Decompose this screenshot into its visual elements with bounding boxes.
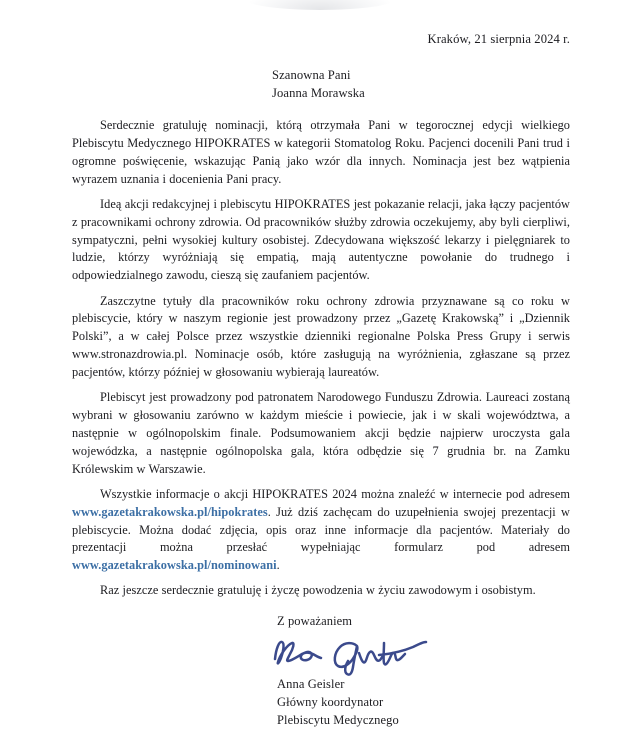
signer-title-line-2: Plebiscytu Medycznego <box>277 712 399 727</box>
signer-block <box>277 676 570 729</box>
signer-title-line-1: Główny koordynator <box>277 694 384 709</box>
handwritten-signature-icon <box>271 633 431 675</box>
signer-name: Anna Geisler <box>277 677 345 692</box>
inline-link-1[interactable]: www.gazetakrakowska.pl/hipokrates <box>72 504 268 519</box>
valediction: Z poważaniem <box>277 614 353 629</box>
addressee-block <box>72 67 570 103</box>
paragraph-1: Serdecznie gratuluję nominacji, którą otrzymała Pani w tegorocznej edycji wielkiego Plebiscytu Medycznego HIPOKRATES w kategorii Stomatolog Roku. Pacjenci docenili Pani trud i ogromne poświęcenie, wskazując Panią jako wzór dla innych. Nominacja jest bez wątpienia wyrazem uznania i docenienia Pani pracy. <box>72 118 570 186</box>
paragraph-4: Plebiscyt jest prowadzony pod patronatem Narodowego Funduszu Zdrowia. Laureaci zostaną wybrani w głosowaniu zarówno w każdym mieście i powiecie, jak i w skali województwa, a następnie w ogólnopolskim finale. Podsumowaniem akcji będzie najpierw uroczysta gala wojewódzka, a następnie ogólnopolska gala, która odbędzie się 7 grudnia br. na Zamku Królewskim w Warszawie. <box>72 390 570 476</box>
inline-link-3[interactable]: www.gazetakrakowska.pl/nominowani <box>72 558 277 573</box>
addressee-salutation: Szanowna Pani <box>272 68 351 83</box>
paragraph-6: Raz jeszcze serdecznie gratuluję i życzę powodzenia w życiu zawodowym i osobistym. <box>100 583 536 598</box>
addressee-name: Joanna Morawska <box>272 86 365 101</box>
letter-body <box>72 117 570 600</box>
date-line: Kraków, 21 sierpnia 2024 r. <box>427 32 570 46</box>
closing-block <box>72 613 570 729</box>
paragraph-3: Zaszczytne tytuły dla pracowników roku ochrony zdrowia przyznawane są co roku w plebiscycie, który w naszym regionie jest prowadzony przez „Gazetę Krakowską” i „Dziennik Polski”, a w całej Polsce przez wszystkie dzienniki regionalne Polska Press Grupy i serwis www.stronazdrowia.pl. Nominacje osób, które zasługują na wyróżnienia, zgłaszane są przez pacjentów, którzy później w głosowaniu wybierają laureatów. <box>72 293 570 379</box>
paragraph-5: Wszystkie informacje o akcji HIPOKRATES 2024 można znaleźć w internecie pod adresem www.gazetakrakowska.pl/hipokrates. Już dziś zachęcam do uzupełnienia swojej prezentacji w plebiscycie. Można dodać zdjęcia, opis oraz inne informacje dla pacjentów. Materiały do prezentacji można przesłać wypełniając formularz pod adresem www.gazetakrakowska.pl/nominowani. <box>72 486 570 573</box>
paragraph-2: Ideą akcji redakcyjnej i plebiscytu HIPOKRATES jest pokazanie relacji, jaka łączy pacjentów z pracownikami ochrony zdrowia. Od pracowników służby zdrowia oczekujemy, aby byli cierpliwi, sympatyczni, pełni wysokiej kultury osobistej. Zdecydowana większość lekarzy i pielęgniarek to ludzie, którzy wyróżniają się empatią, mają autentyczne powołanie do trudnego i odpowiedzialnego zawodu, cieszą się zaufaniem pacjentów. <box>72 196 570 283</box>
